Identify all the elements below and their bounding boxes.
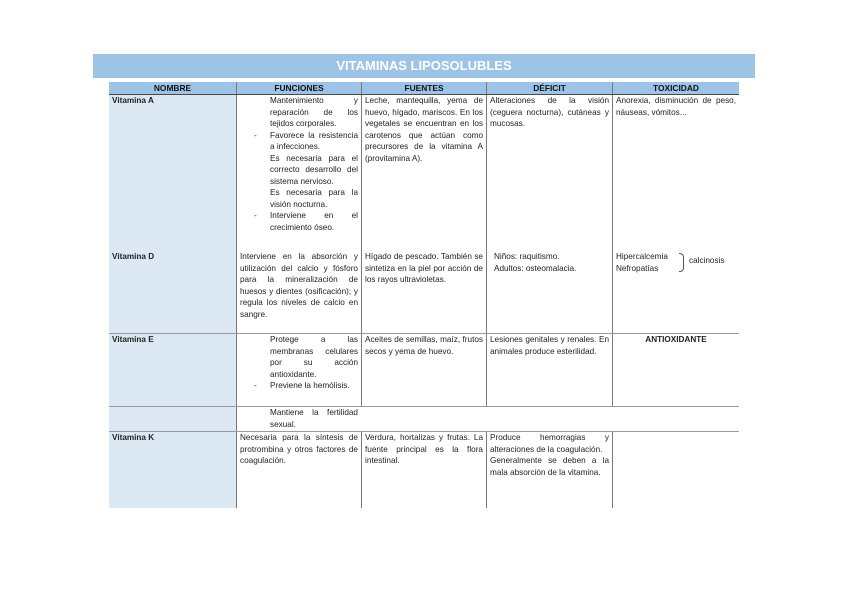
- toxicity-cell: [612, 432, 739, 508]
- table-row-vitamina-a: [109, 95, 739, 251]
- toxicity-brace-label: calcinosis: [689, 256, 725, 265]
- toxicity-line: Nefropatías: [616, 263, 659, 273]
- deficit-line: Adultos: osteomalacia.: [494, 263, 577, 273]
- functions-cell: [236, 407, 361, 431]
- table-row-vitamina-k: [109, 431, 739, 508]
- sources-cell-empty: [361, 407, 486, 431]
- functions-cell: [236, 95, 361, 251]
- function-item: - Previene la hemólisis.: [270, 380, 358, 392]
- function-item: Es necesaria para la visión nocturna.: [270, 188, 358, 209]
- function-item: Mantiene la fertilidad sexual.: [270, 408, 358, 429]
- deficit-cell: Alteraciones de la visión (ceguera nocturna), cutáneas y mucosas.: [486, 95, 612, 251]
- functions-cell: Interviene en la absorción y utilización del calcio y fósforo para la mineralización de huesos y dientes (osificación); y regula los niveles de calcio en sangre.: [236, 251, 361, 333]
- function-item: Es necesaria para el correcto desarrollo del sistema nervioso.: [270, 153, 358, 186]
- header-toxicidad: TOXICIDAD: [612, 82, 739, 94]
- sources-cell: Leche, mantequilla, yema de huevo, hígado, mariscos. En los vegetales se encuentran en los carotenos que actúan como precursores de la vitamina A (provitamina A).: [361, 95, 486, 251]
- function-item: Protege a las membranas celulares por su acción antioxidante.: [270, 335, 358, 379]
- toxicity-cell: ANTIOXIDANTE: [612, 334, 739, 406]
- vitamin-name: Vitamina D: [109, 251, 236, 333]
- sources-cell: Hígado de pescado. También se sintetiza en la piel por acción de los rayos ultravioletas.: [361, 251, 486, 333]
- functions-cell: [236, 334, 361, 406]
- functions-cell: Necesaria para la síntesis de protrombina y otros factores de coagulación.: [236, 432, 361, 508]
- vitamin-name: Vitamina E: [109, 334, 236, 406]
- table-header-row: [109, 82, 739, 95]
- vitamin-name-empty: [109, 407, 236, 431]
- deficit-line: Generalmente se deben a la mala absorción de la vitamina.: [490, 456, 609, 477]
- vitamin-name: Vitamina A: [109, 95, 236, 251]
- sources-cell: Verdura, hortalizas y frutas. La fuente principal es la flora intestinal.: [361, 432, 486, 508]
- toxicity-line: Hipercalcemia: [616, 252, 668, 261]
- deficit-line: Produce hemorragias y alteraciones de la coagulación.: [490, 433, 609, 454]
- function-item: Mantenimiento y reparación de los tejidos corporales.: [270, 96, 358, 128]
- header-nombre: NOMBRE: [109, 82, 236, 94]
- vitamins-table: [109, 82, 739, 508]
- table-title: VITAMINAS LIPOSOLUBLES: [93, 54, 755, 78]
- brace-shape: [679, 253, 684, 272]
- deficit-line: Niños: raquitismo.: [494, 252, 560, 261]
- deficit-cell-empty: [486, 407, 612, 431]
- header-funciones: FUNCIONES: [236, 82, 361, 94]
- header-deficit: DÉFICIT: [486, 82, 612, 94]
- header-fuentes: FUENTES: [361, 82, 486, 94]
- table-row-vitamina-e-cont: [109, 406, 739, 431]
- table-row-vitamina-d: [109, 251, 739, 333]
- toxicity-cell-empty: [612, 407, 739, 431]
- toxicity-cell: Anorexia, disminución de peso, náuseas, vómitos...: [612, 95, 739, 251]
- toxicity-cell: [612, 251, 739, 333]
- deficit-cell: [486, 251, 612, 333]
- deficit-cell: [486, 432, 612, 508]
- deficit-cell: Lesiones genitales y renales. En animales produce esterilidad.: [486, 334, 612, 406]
- function-item: - Favorece la resistencia a infecciones.: [270, 130, 358, 153]
- vitamin-name: Vitamina K: [109, 432, 236, 508]
- table-row-vitamina-e: [109, 333, 739, 406]
- sources-cell: Aceites de semillas, maíz, frutos secos y yema de huevo.: [361, 334, 486, 406]
- function-item: - Interviene en el crecimiento óseo.: [270, 210, 358, 233]
